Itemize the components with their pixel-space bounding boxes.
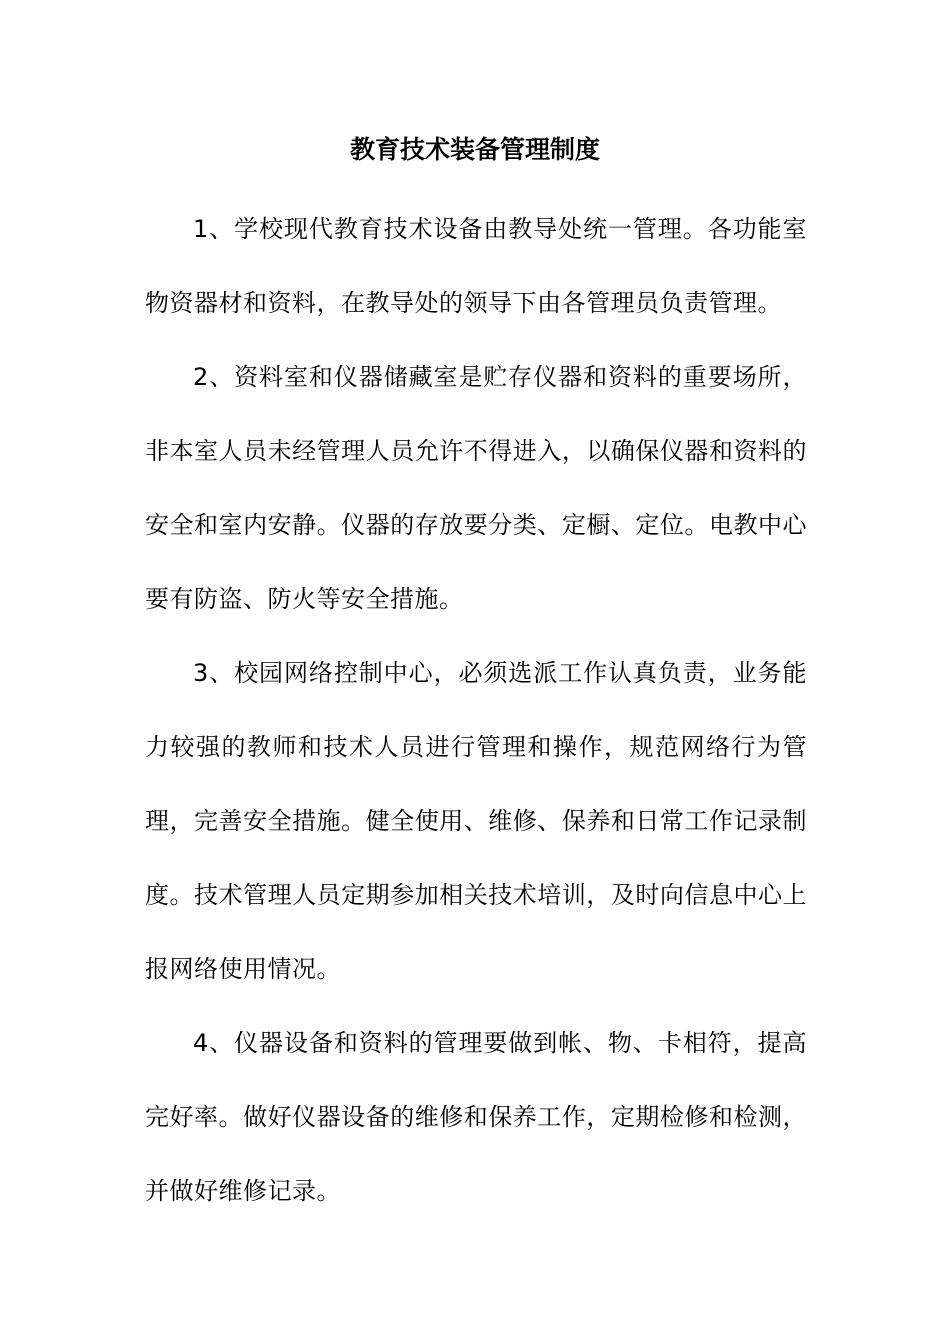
paragraph-1: 1、学校现代教育技术设备由教导处统一管理。各功能室物资器材和资料，在教导处的领导下由各管理员负责管理。 [145,215,807,317]
paragraph-4: 4、仪器设备和资料的管理要做到帐、物、卡相符，提高完好率。做好仪器设备的维修和保养工作，定期检修和检测，并做好维修记录。 [145,1029,807,1205]
document-body [145,192,807,1228]
paragraph-3: 3、校园网络控制中心，必须选派工作认真负责，业务能力较强的教师和技术人员进行管理和操作，规范网络行为管理，完善安全措施。健全使用、维修、保养和日常工作记录制度。技术管理人员定期参加相关技术培训，及时向信息中心上报网络使用情况。 [145,659,807,983]
document-title: 教育技术装备管理制度 [349,135,600,164]
paragraph-2: 2、资料室和仪器储藏室是贮存仪器和资料的重要场所，非本室人员未经管理人员允许不得进入，以确保仪器和资料的安全和室内安静。仪器的存放要分类、定橱、定位。电教中心要有防盗、防火等安全措施。 [145,363,807,613]
